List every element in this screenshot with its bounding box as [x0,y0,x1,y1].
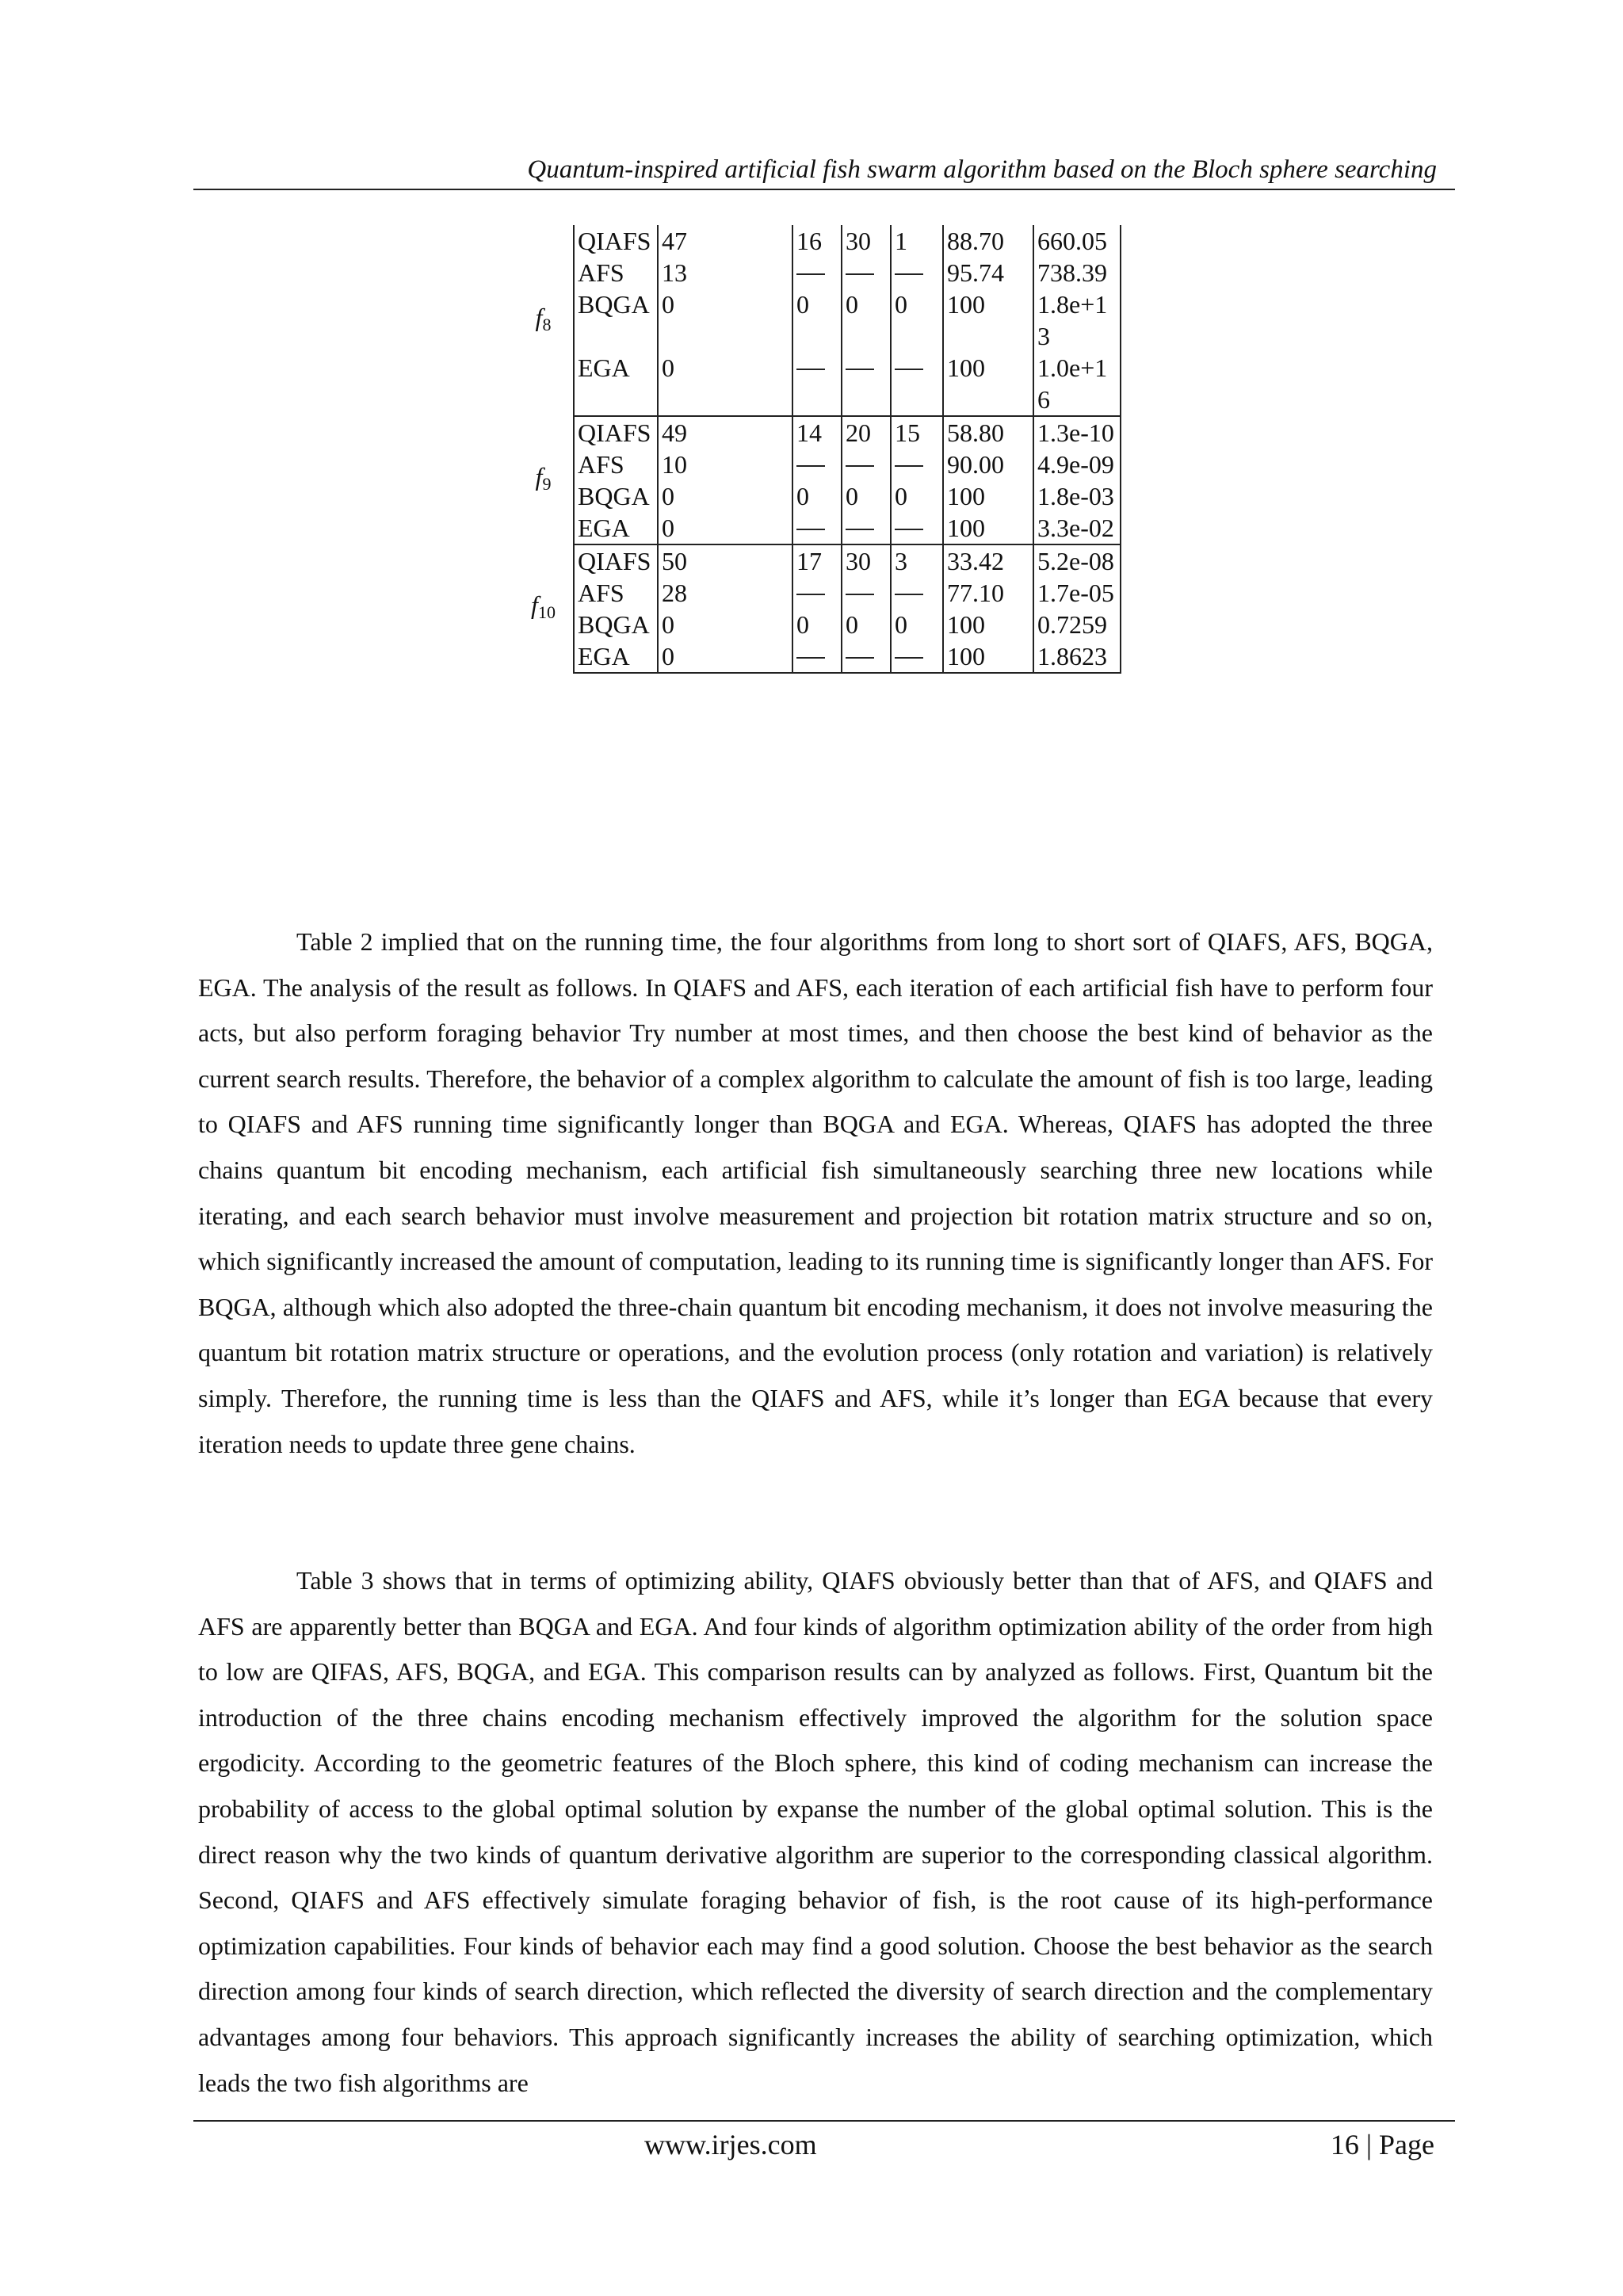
value-cell: 660.05 [1033,225,1121,257]
function-label [514,416,574,544]
function-subscript: 9 [542,474,552,494]
algorithm-name-cell: QIAFS [574,416,658,449]
value-cell: 1.8e+13 [1033,288,1121,352]
value-cell [792,352,842,416]
em-dash [846,594,874,595]
em-dash [895,594,923,595]
em-dash [895,529,923,530]
value-cell: 10 [658,449,792,480]
algorithm-name-cell: BQGA [574,609,658,640]
em-dash [796,657,825,659]
algorithm-name-cell: QIAFS [574,544,658,577]
algorithm-name-cell: EGA [574,640,658,673]
value-cell [792,449,842,480]
value-cell: 28 [658,577,792,609]
footer-url: www.irjes.com [644,2129,817,2160]
em-dash [846,273,874,275]
value-cell: 0 [792,609,842,640]
table-row [514,257,1121,288]
value-cell: 20 [842,416,891,449]
algorithm-name-cell: QIAFS [574,225,658,257]
value-cell: 0 [891,288,943,352]
value-cell [842,257,891,288]
em-dash [846,657,874,659]
table-row [514,609,1121,640]
value-cell: 0 [842,480,891,512]
em-dash [846,369,874,370]
value-cell: 100 [943,512,1033,544]
value-cell: 77.10 [943,577,1033,609]
value-cell: 14 [792,416,842,449]
value-cell [792,577,842,609]
value-cell [842,449,891,480]
results-table [514,225,1121,674]
value-cell: 47 [658,225,792,257]
value-cell: 0 [658,480,792,512]
algorithm-name-cell: AFS [574,257,658,288]
value-cell: 0 [792,480,842,512]
paragraph-optimizing-ability: Table 3 shows that in terms of optimizing ability, QIAFS obviously better than that of AFS, and QIAFS and AFS are apparently better than BQGA and EGA. And four kinds of algorithm optimization ability of the order from high to low are QIFAS, AFS, BQGA, and EGA. This comparison results can by analyzed as follows. First, Quantum bit the introduction of the three chains encoding mechanism effectively improved the algorithm for the solution space ergodicity. According to the geometric features of the Bloch sphere, this kind of coding mechanism can increase the probability of access to the global optimal solution by expanse the number of the global optimal solution. This is the direct reason why the two kinds of quantum derivative algorithm are superior to the corresponding classical algorithm. Second, QIAFS and AFS effectively simulate foraging behavior of fish, is the root cause of its high-performance optimization capabilities. Four kinds of behavior each may find a good solution. Choose the best behavior as the search direction among four kinds of search direction, which reflected the diversity of search direction and the complementary advantages among four behaviors. This approach significantly increases the ability of searching optimization, which leads the two fish algorithms are [198,1566,1433,2097]
value-cell: 0 [842,609,891,640]
em-dash [895,273,923,275]
table-row [514,577,1121,609]
value-cell [792,257,842,288]
value-cell: 1.0e+16 [1033,352,1121,416]
value-cell: 0 [658,512,792,544]
value-cell [842,512,891,544]
table-row [514,449,1121,480]
value-cell: 1 [891,225,943,257]
value-cell [792,640,842,673]
value-cell: 33.42 [943,544,1033,577]
value-cell [891,512,943,544]
em-dash [895,657,923,659]
value-cell [842,352,891,416]
value-cell: 0 [658,640,792,673]
table-row [514,352,1121,416]
value-cell: 100 [943,480,1033,512]
em-dash [846,529,874,530]
value-cell: 5.2e-08 [1033,544,1121,577]
value-cell [891,352,943,416]
value-cell: 4.9e-09 [1033,449,1121,480]
function-subscript: 8 [542,314,552,334]
value-cell [842,577,891,609]
function-label [514,544,574,673]
value-cell: 3 [891,544,943,577]
value-cell: 1.7e-05 [1033,577,1121,609]
function-symbol: f [535,462,543,491]
value-cell: 738.39 [1033,257,1121,288]
value-cell: 100 [943,352,1033,416]
value-cell: 0 [658,288,792,352]
value-cell: 88.70 [943,225,1033,257]
function-symbol: f [535,302,543,331]
em-dash [796,369,825,370]
value-cell: 1.3e-10 [1033,416,1121,449]
em-dash [895,369,923,370]
value-cell: 30 [842,544,891,577]
algorithm-name-cell: BQGA [574,288,658,352]
value-cell: 0 [658,352,792,416]
results-table-body [514,225,1121,673]
value-cell [842,640,891,673]
algorithm-name-cell: EGA [574,512,658,544]
value-cell: 1.8623 [1033,640,1121,673]
table-row [514,640,1121,673]
running-header: Quantum-inspired artificial fish swarm algorithm based on the Bloch sphere searching [527,155,1437,184]
value-cell [891,449,943,480]
value-cell: 30 [842,225,891,257]
table-row [514,480,1121,512]
value-cell: 58.80 [943,416,1033,449]
value-cell: 3.3e-02 [1033,512,1121,544]
value-cell [891,577,943,609]
footer-rule [193,2120,1455,2122]
value-cell: 17 [792,544,842,577]
value-cell: 90.00 [943,449,1033,480]
value-cell: 16 [792,225,842,257]
value-cell: 13 [658,257,792,288]
algorithm-name-cell: AFS [574,449,658,480]
value-cell: 0 [658,609,792,640]
value-cell: 15 [891,416,943,449]
value-cell: 95.74 [943,257,1033,288]
algorithm-name-cell: BQGA [574,480,658,512]
value-cell [792,512,842,544]
value-cell: 0 [792,288,842,352]
table-row [514,225,1121,257]
function-symbol: f [531,590,538,619]
table-row [514,288,1121,352]
em-dash [846,465,874,467]
value-cell: 0 [891,480,943,512]
value-cell: 100 [943,640,1033,673]
em-dash [895,465,923,467]
table-row [514,544,1121,577]
value-cell [891,257,943,288]
value-cell: 1.8e-03 [1033,480,1121,512]
value-cell: 49 [658,416,792,449]
value-cell: 0 [842,288,891,352]
em-dash [796,529,825,530]
em-dash [796,273,825,275]
value-cell: 0.7259 [1033,609,1121,640]
algorithm-name-cell: EGA [574,352,658,416]
em-dash [796,594,825,595]
value-cell: 100 [943,609,1033,640]
value-cell [891,640,943,673]
function-label [514,225,574,416]
table-row [514,416,1121,449]
em-dash [796,465,825,467]
algorithm-name-cell: AFS [574,577,658,609]
footer-page-number: 16 | Page [1330,2129,1434,2160]
value-cell: 0 [891,609,943,640]
function-subscript: 10 [537,602,556,622]
paragraph-running-time: Table 2 implied that on the running time, the four algorithms from long to short sort of QIAFS, AFS, BQGA, EGA. The analysis of the result as follows. In QIAFS and AFS, each iteration of each artificial fish have to perform four acts, but also perform foraging behavior Try number at most times, and then choose the best kind of behavior as the current search results. Therefore, the behavior of a complex algorithm to calculate the amount of fish is too large, leading to QIAFS and AFS running time significantly longer than BQGA and EGA. Whereas, QIAFS has adopted the three chains quantum bit encoding mechanism, each artificial fish simultaneously searching three new locations while iterating, and each search behavior must involve measurement and projection bit rotation matrix structure and so on, which significantly increased the amount of computation, leading to its running time is significantly longer than AFS. For BQGA, although which also adopted the three-chain quantum bit encoding mechanism, it does not involve measuring the quantum bit rotation matrix structure or operations, and the evolution process (only rotation and variation) is relatively simply. Therefore, the running time is less than the QIAFS and AFS, while it’s longer than EGA because that every iteration needs to update three gene chains. [198,927,1433,1458]
table-row [514,512,1121,544]
value-cell: 50 [658,544,792,577]
value-cell: 100 [943,288,1033,352]
header-rule [193,189,1455,190]
